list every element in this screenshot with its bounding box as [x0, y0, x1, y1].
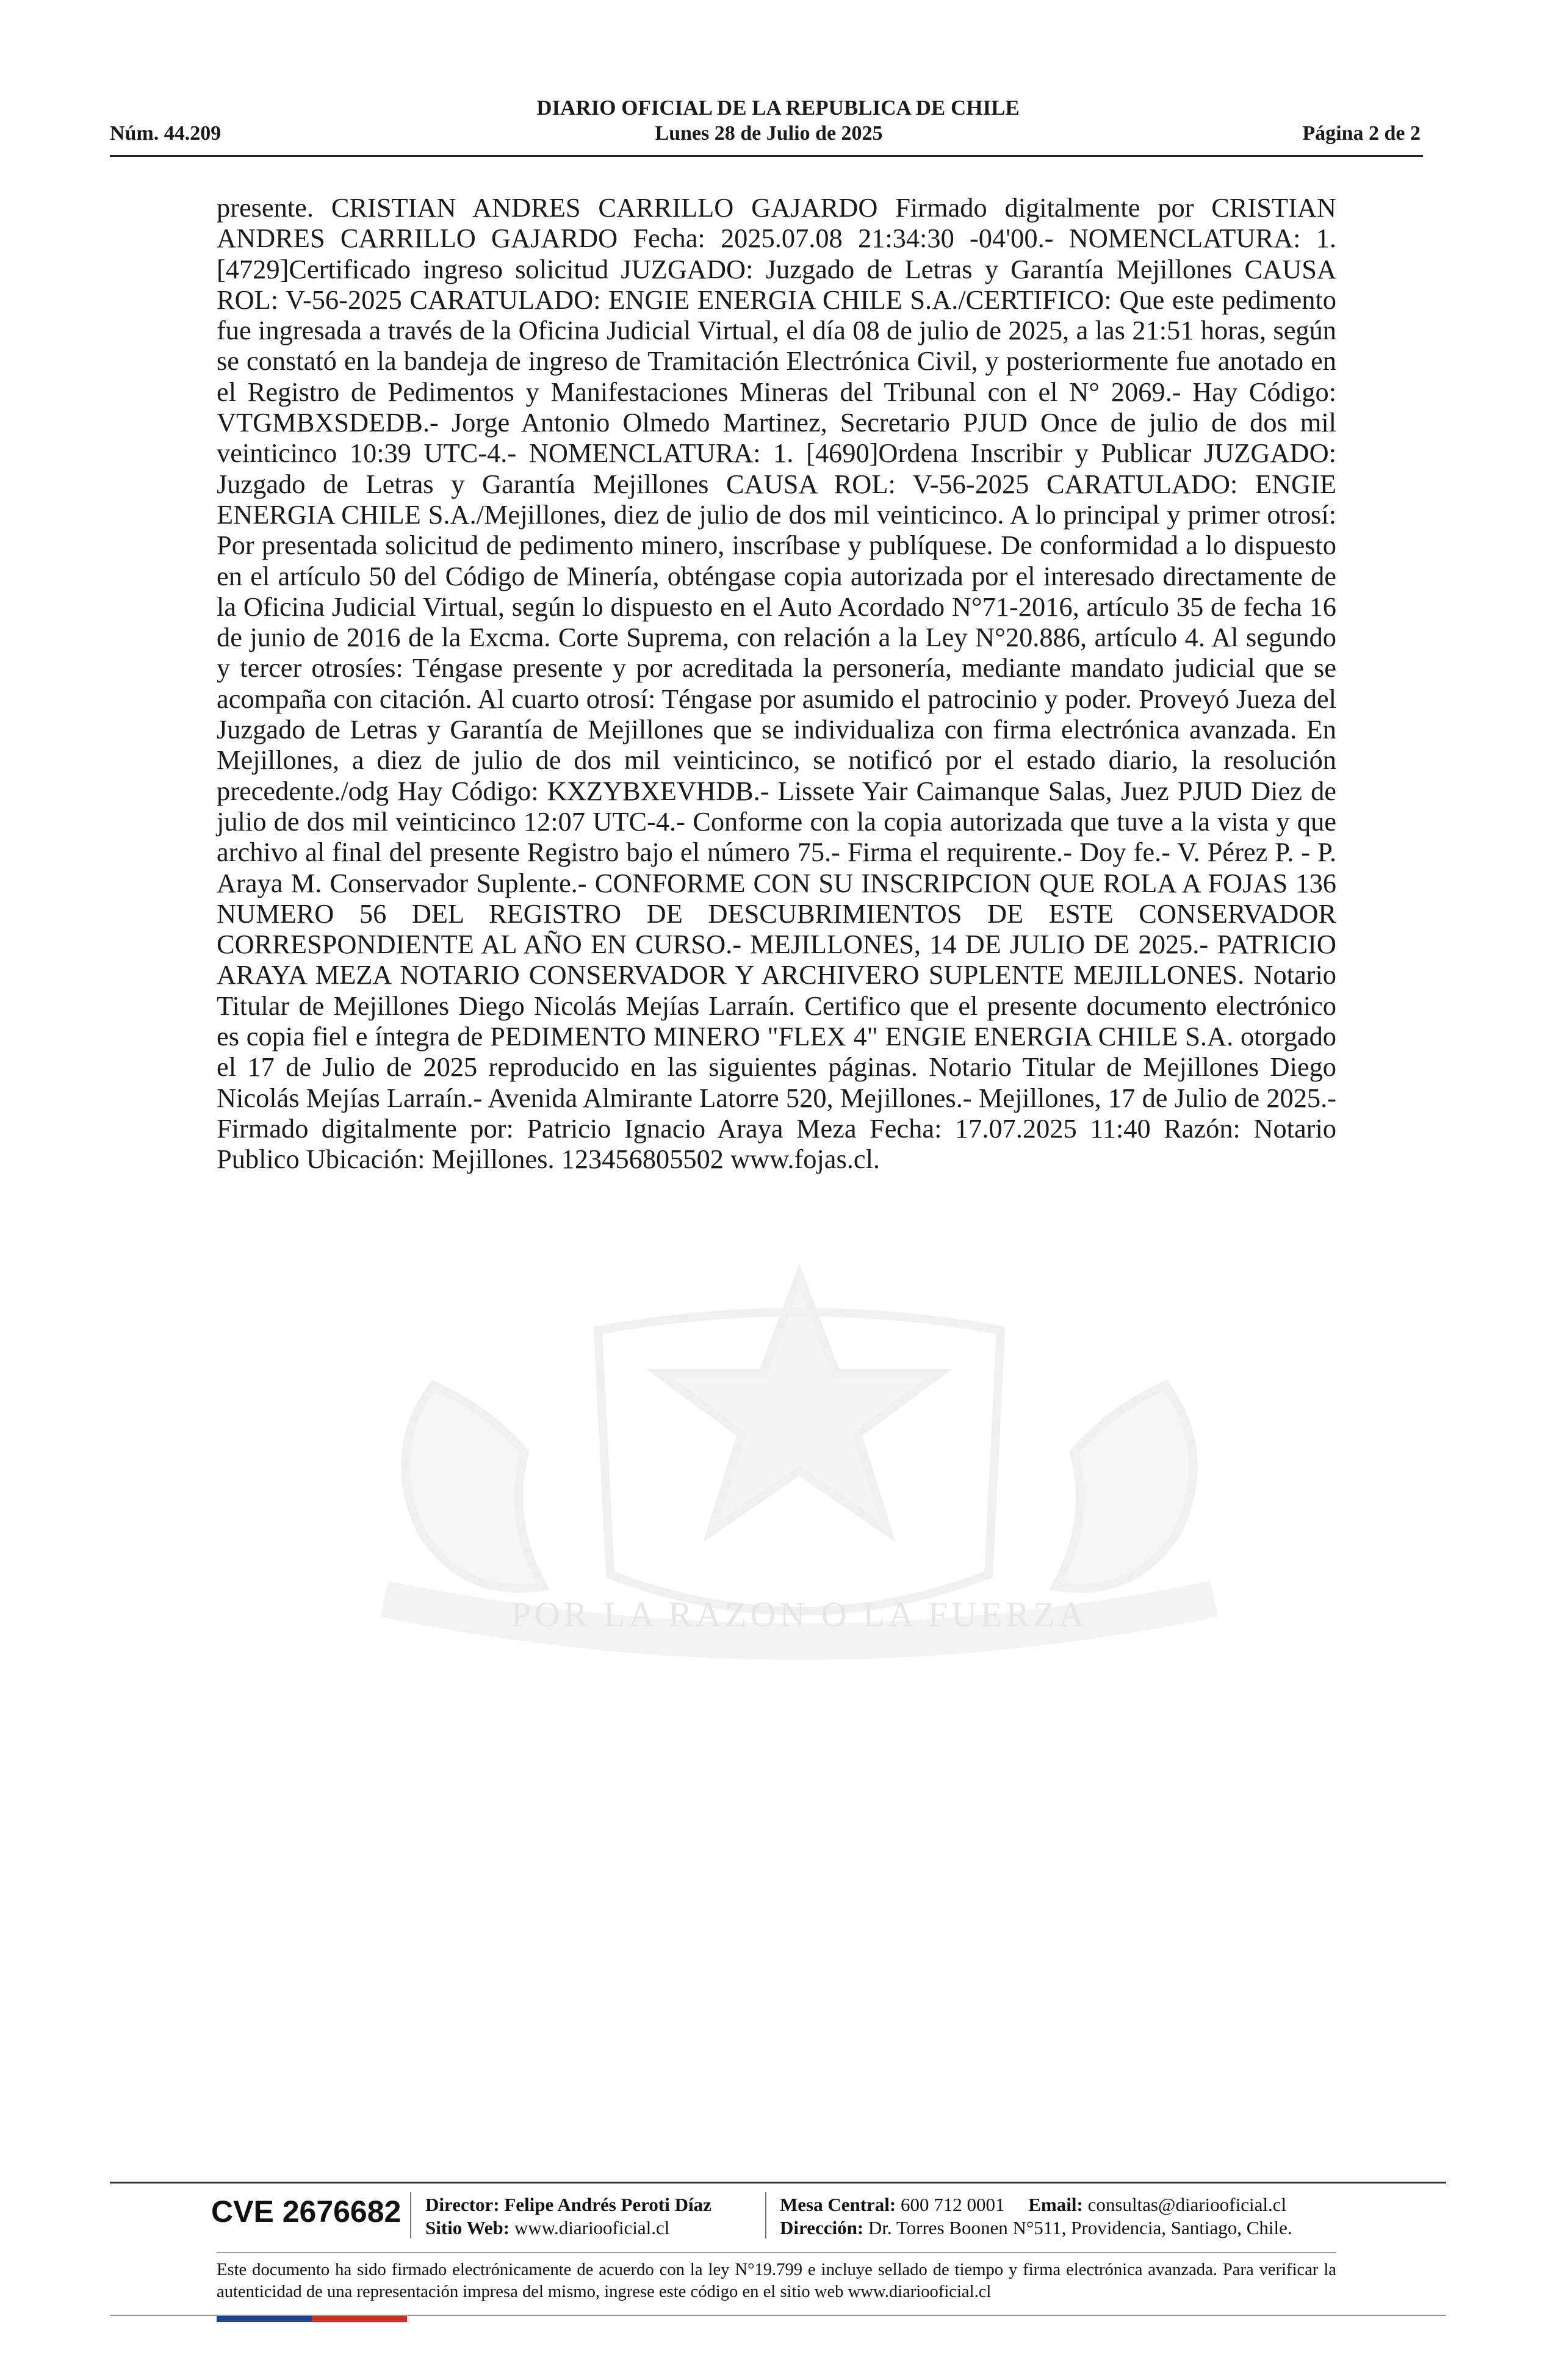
footer-top-rule [110, 2182, 1446, 2183]
footer-legal-note: Este documento ha sido firmado electrónicamente de acuerdo con la ley N°19.799 e incluye sellado de tiempo y firma electrónica avanzada. Para verificar la autenticidad de una representación impresa del mismo, ingrese este código en el sitio web www.diariooficial.cl [217, 2260, 1336, 2301]
watermark-motto: POR LA RAZON O LA FUERZA [511, 1595, 1088, 1634]
header-title: DIARIO OFICIAL DE LA REPUBLICA DE CHILE [536, 96, 1020, 120]
address-line [780, 2216, 1292, 2240]
email-label: Email: [1028, 2194, 1083, 2215]
director-label: Director: [425, 2194, 500, 2215]
website-line [425, 2216, 711, 2240]
footer-contact-block [780, 2193, 1292, 2240]
website-label: Sitio Web: [425, 2217, 510, 2238]
flag-stripe-blue [217, 2316, 312, 2322]
flag-stripe-red [312, 2316, 407, 2322]
phone-number: 600 712 0001 [901, 2194, 1005, 2215]
footer-director-block [425, 2193, 711, 2240]
director-name: Felipe Andrés Peroti Díaz [504, 2194, 711, 2215]
footer-divider [410, 2192, 411, 2238]
footer-divider-2 [765, 2192, 766, 2238]
document-body-text: presente. CRISTIAN ANDRES CARRILLO GAJARDO Firmado digitalmente por CRISTIAN ANDRES CARRILLO GAJARDO Fecha: 2025.07.08 21:34:30 -04'00.- NOMENCLATURA: 1. [4729]Certificado ingreso solicitud JUZGADO: Juzgado de Letras y Garantía Mejillones CAUSA ROL: V-56-2025 CARATULADO: ENGIE ENERGIA CHILE S.A./CERTIFICO: Que este pedimento fue ingresada a través de la Oficina Judicial Virtual, el día 08 de julio de 2025, a las 21:51 horas, según se constató en la bandeja de ingreso de Tramitación Electrónica Civil, y posteriormente fue anotado en el Registro de Pedimentos y Manifestaciones Mineras del Tribunal con el N° 2069.- Hay Código: VTGMBXSDEDB.- Jorge Antonio Olmedo Martinez, Secretario PJUD Once de julio de dos mil veinticinco 10:39 UTC-4.- NOMENCLATURA: 1. [4690]Ordena Inscribir y Publicar JUZGADO: Juzgado de Letras y Garantía Mejillones CAUSA ROL: V-56-2025 CARATULADO: ENGIE ENERGIA CHILE S.A./Mejillones, diez de julio de dos mil veinticinco. A lo principal y primer otrosí: Por presentada solicitud de pedimento minero, inscríbase y publíquese. De conformidad a lo dispuesto en el artículo 50 del Código de Minería, obténgase copia autorizada por el interesado directamente de la Oficina Judicial Virtual, según lo dispuesto en el Auto Acordado N°71-2016, artículo 35 de fecha 16 de junio de 2016 de la Excma. Corte Suprema, con relación a la Ley N°20.886, artículo 4. Al segundo y tercer otrosíes: Téngase presente y por acreditada la personería, mediante mandato judicial que se acompaña con citación. Al cuarto otrosí: Téngase por asumido el patrocinio y poder. Proveyó Jueza del Juzgado de Letras y Garantía de Mejillones que se individualiza con firma electrónica avanzada. En Mejillones, a diez de julio de dos mil veinticinco, se notificó por el estado diario, la resolución precedente./odg Hay Código: KXZYBXEVHDB.- Lissete Yair Caimanque Salas, Juez PJUD Diez de julio de dos mil veinticinco 12:07 UTC-4.- Conforme con la copia autorizada que tuve a la vista y que archivo al final del presente Registro bajo el número 75.- Firma el requirente.- Doy fe.- V. Pérez P. - P. Araya M. Conservador Suplente.- CONFORME CON SU INSCRIPCION QUE ROLA A FOJAS 136 NUMERO 56 DEL REGISTRO DE DESCUBRIMIENTOS DE ESTE CONSERVADOR CORRESPONDIENTE AL AÑO EN CURSO.- MEJILLONES, 14 DE JULIO DE 2025.- PATRICIO ARAYA MEZA NOTARIO CONSERVADOR Y ARCHIVERO SUPLENTE MEJILLONES. Notario Titular de Mejillones Diego Nicolás Mejías Larraín. Certifico que el presente documento electrónico es copia fiel e íntegra de PEDIMENTO MINERO "FLEX 4" ENGIE ENERGIA CHILE S.A. otorgado el 17 de Julio de 2025 reproducido en las siguientes páginas. Notario Titular de Mejillones Diego Nicolás Mejías Larraín.- Avenida Almirante Latorre 520, Mejillones.- Mejillones, 17 de Julio de 2025.- Firmado digitalmente por: Patricio Ignacio Araya Meza Fecha: 17.07.2025 11:40 Razón: Notario Publico Ubicación: Mejillones. 123456805502 www.fojas.cl. [217, 192, 1336, 1175]
email-link[interactable]: consultas@diariooficial.cl [1087, 2194, 1287, 2215]
page-indicator: Página 2 de 2 [1302, 122, 1421, 145]
contact-line [780, 2193, 1292, 2216]
phone-label: Mesa Central: [780, 2194, 896, 2215]
issue-date: Lunes 28 de Julio de 2025 [655, 122, 883, 145]
coat-of-arms-watermark [201, 1257, 1397, 1684]
director-line [425, 2193, 711, 2216]
address-text: Dr. Torres Boonen N°511, Providencia, Santiago, Chile. [868, 2217, 1292, 2238]
cve-code: CVE 2676682 [211, 2194, 402, 2229]
footer-mid-rule [217, 2252, 1336, 2253]
header-rule [110, 155, 1423, 157]
address-label: Dirección: [780, 2217, 864, 2238]
issue-number: Núm. 44.209 [110, 122, 222, 145]
website-link[interactable]: www.diariooficial.cl [514, 2217, 670, 2238]
